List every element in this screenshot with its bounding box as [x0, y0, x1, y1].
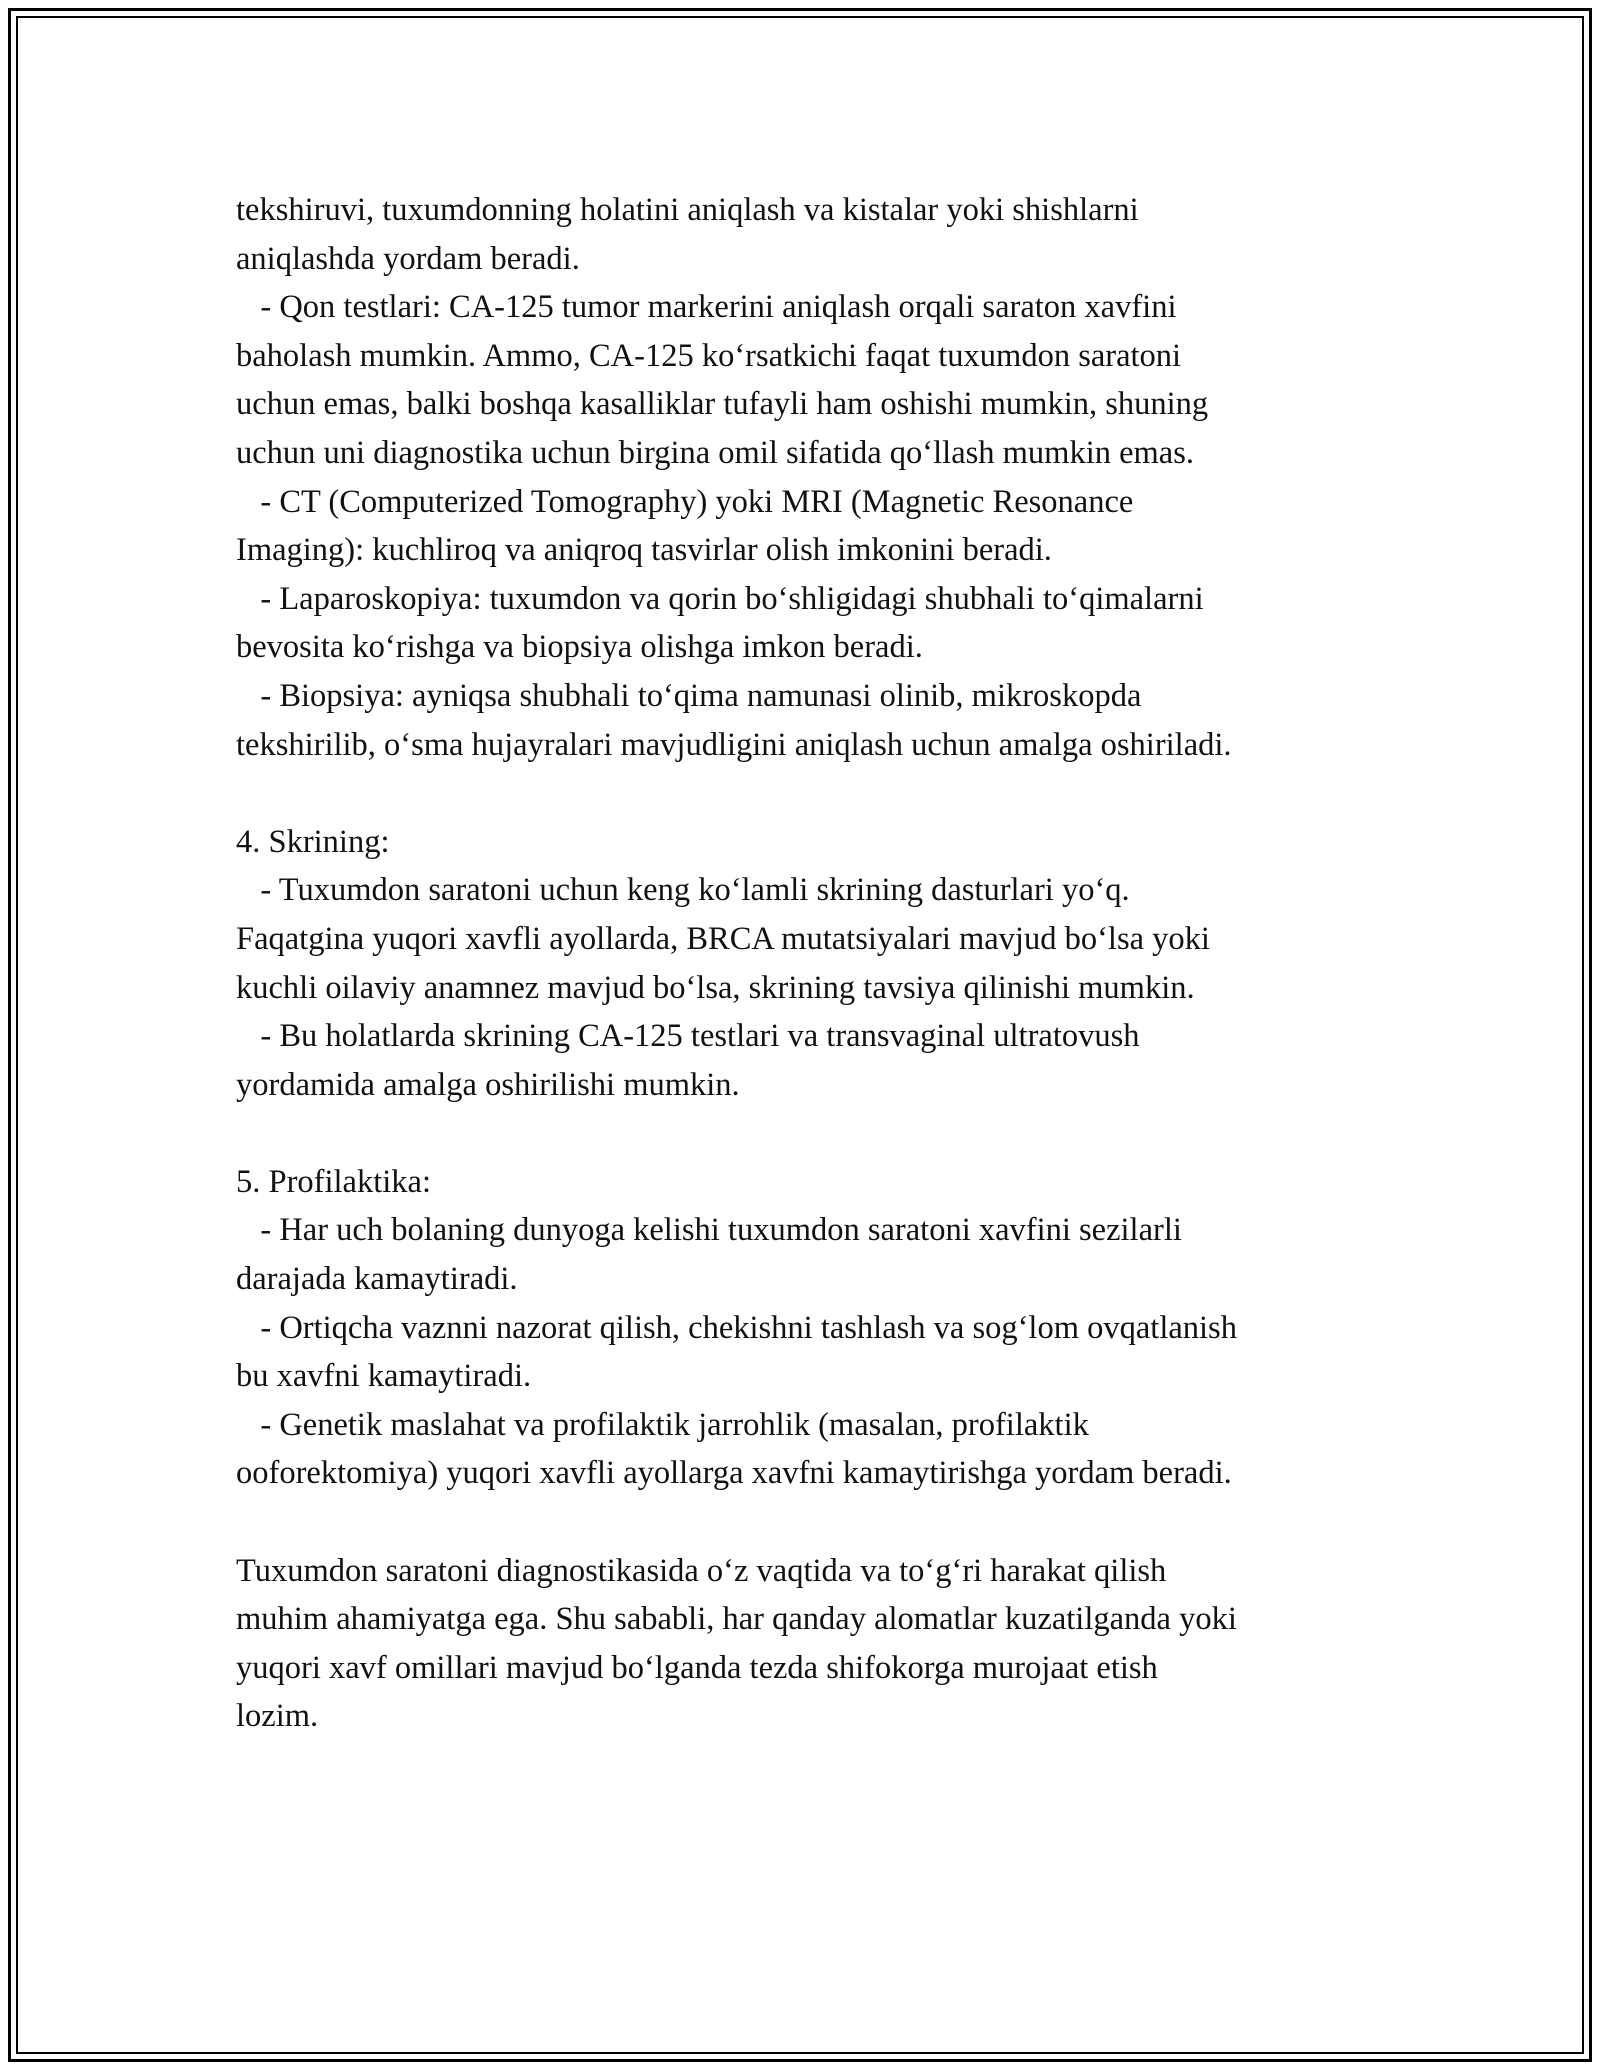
section-heading-skrining: 4. Skrining: — [236, 823, 390, 860]
text-line: - Qon testlari: CA-125 tumor markerini aniqlash orqali saraton xavfini — [236, 289, 1177, 326]
text-line: tekshirilib, oʻsma hujayralari mavjudligini aniqlash uchun amalga oshiriladi. — [236, 726, 1232, 763]
text-line: Faqatgina yuqori xavfli ayollarda, BRCA mutatsiyalari mavjud boʻlsa yoki — [236, 920, 1210, 957]
text-line: baholash mumkin. Ammo, CA-125 koʻrsatkichi faqat tuxumdon saratoni — [236, 337, 1182, 374]
text-line: - Genetik maslahat va profilaktik jarrohlik (masalan, profilaktik — [236, 1406, 1089, 1443]
text-line: kuchli oilaviy anamnez mavjud boʻlsa, skrining tavsiya qilinishi mumkin. — [236, 969, 1195, 1006]
conclusion-line: muhim ahamiyatga ega. Shu sababli, har qanday alomatlar kuzatilganda yoki — [236, 1601, 1237, 1638]
text-line: tekshiruvi, tuxumdonning holatini aniqlash va kistalar yoki shishlarni — [236, 192, 1139, 228]
paragraph-gap — [236, 1109, 1386, 1158]
text-line: bu xavfni kamaytiradi. — [236, 1358, 532, 1395]
section-heading-profilaktika: 5. Profilaktika: — [236, 1163, 431, 1200]
document-body — [236, 186, 1386, 1741]
text-line: - Biopsiya: ayniqsa shubhali toʻqima namunasi olinib, mikroskopda — [236, 677, 1142, 714]
text-line: yordamida amalga oshirilishi mumkin. — [236, 1066, 740, 1103]
text-line: darajada kamaytiradi. — [236, 1261, 518, 1298]
paragraph-gap — [236, 1498, 1386, 1547]
text-line: aniqlashda yordam beradi. — [236, 240, 580, 277]
paragraph-gap — [236, 769, 1386, 818]
text-line: - Laparoskopiya: tuxumdon va qorin boʻshligidagi shubhali toʻqimalarni — [236, 580, 1204, 617]
text-line: - Har uch bolaning dunyoga kelishi tuxumdon saratoni xavfini sezilarli — [236, 1212, 1182, 1249]
text-line: uchun uni diagnostika uchun birgina omil sifatida qoʻllash mumkin emas. — [236, 434, 1195, 471]
text-line: - Bu holatlarda skrining CA-125 testlari va transvaginal ultratovush — [236, 1018, 1140, 1055]
text-line: bevosita koʻrishga va biopsiya olishga imkon beradi. — [236, 629, 923, 666]
text-line: - Tuxumdon saratoni uchun keng koʻlamli skrining dasturlari yoʻq. — [236, 872, 1130, 909]
conclusion-line: Tuxumdon saratoni diagnostikasida oʻz vaqtida va toʻgʻri harakat qilish — [236, 1552, 1167, 1589]
text-line: ooforektomiya) yuqori xavfli ayollarga xavfni kamaytirishga yordam beradi. — [236, 1455, 1232, 1492]
conclusion-line: yuqori xavf omillari mavjud boʻlganda tezda shifokorga murojaat etish — [236, 1649, 1158, 1686]
conclusion-line: lozim. — [236, 1698, 319, 1735]
text-line: - Ortiqcha vaznni nazorat qilish, chekishni tashlash va sogʻlom ovqatlanish — [236, 1309, 1237, 1346]
text-line: - CT (Computerized Tomography) yoki MRI (Magnetic Resonance — [236, 483, 1134, 520]
text-line: Imaging): kuchliroq va aniqroq tasvirlar olish imkonini beradi. — [236, 532, 1052, 569]
text-line: uchun emas, balki boshqa kasalliklar tufayli ham oshishi mumkin, shuning — [236, 386, 1209, 423]
